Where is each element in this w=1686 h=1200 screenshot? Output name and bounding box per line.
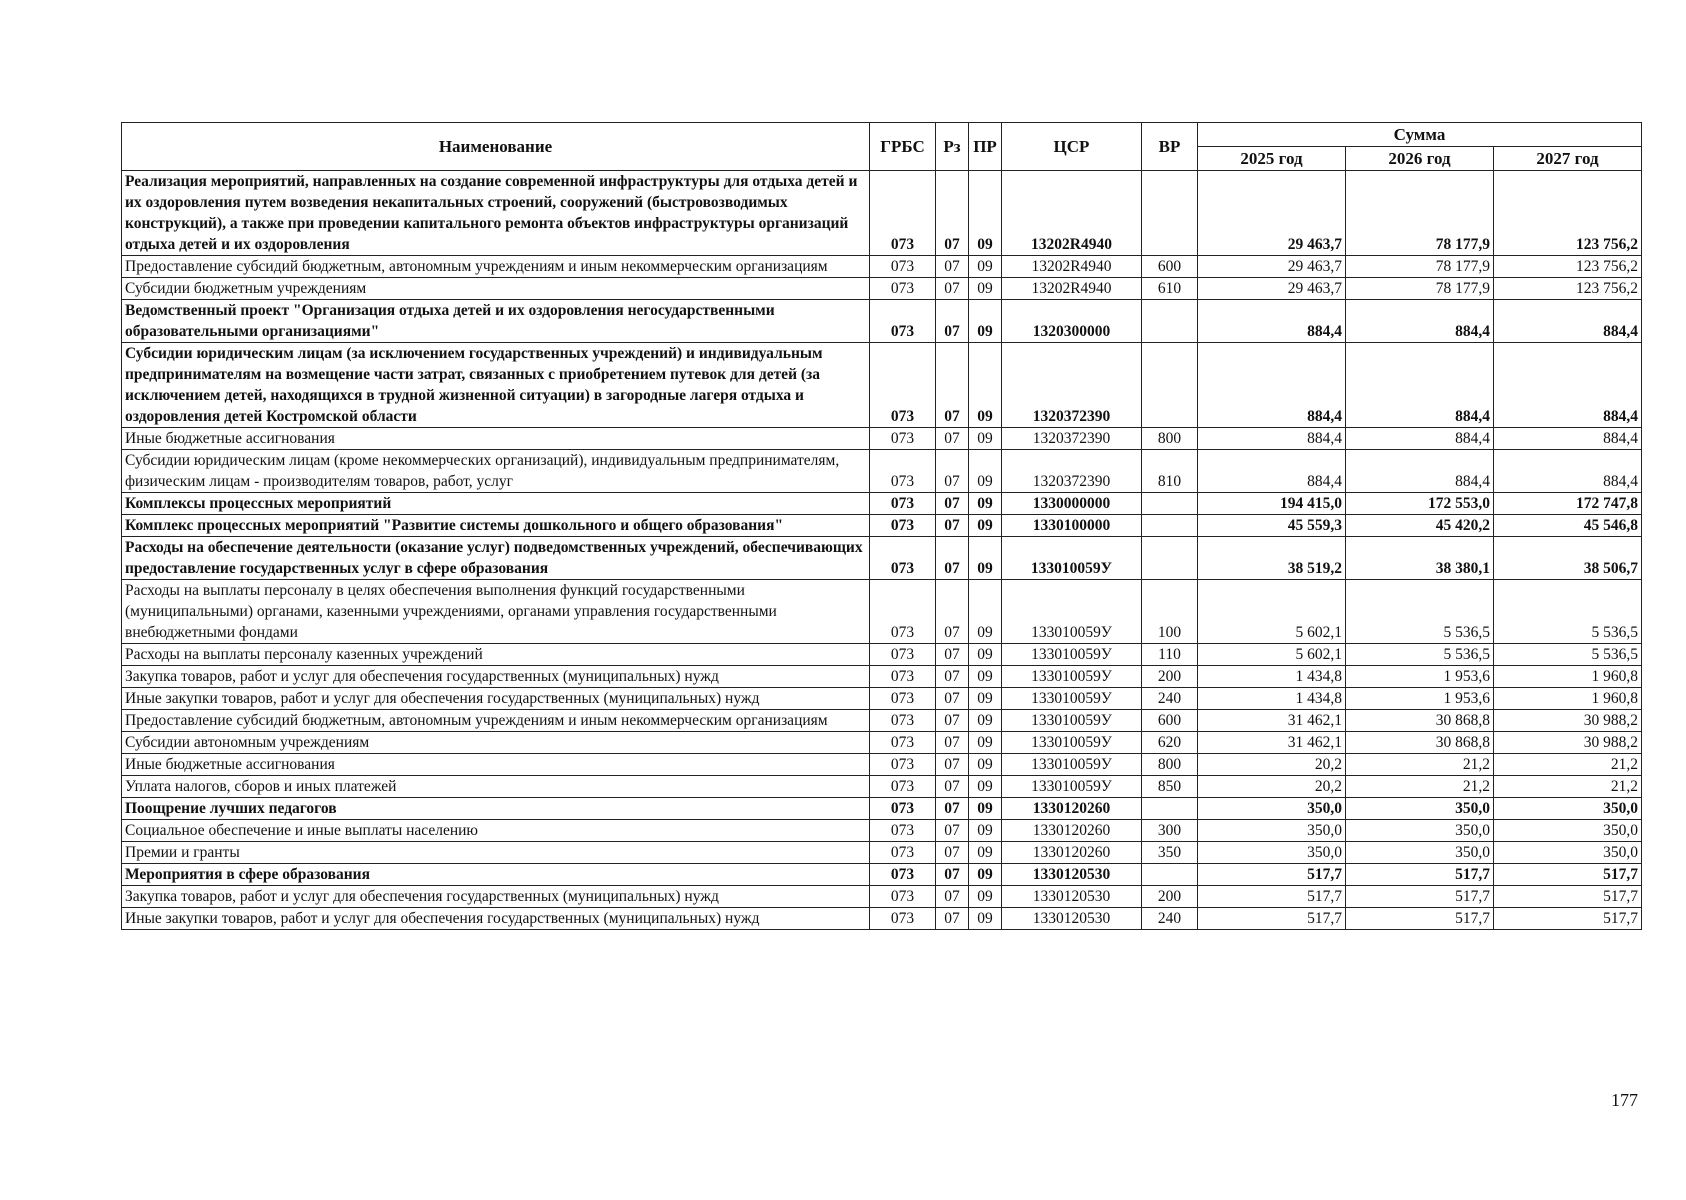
cell-grbs: 073 (870, 580, 936, 644)
cell-rz: 07 (936, 776, 969, 798)
cell-2026: 350,0 (1346, 842, 1494, 864)
header-sum: Сумма (1198, 123, 1642, 147)
cell-vr: 240 (1142, 688, 1198, 710)
cell-csr: 13202R4940 (1002, 171, 1142, 256)
cell-grbs: 073 (870, 666, 936, 688)
cell-pr: 09 (969, 754, 1002, 776)
cell-vr: 240 (1142, 908, 1198, 930)
cell-csr: 1330120530 (1002, 864, 1142, 886)
cell-rz: 07 (936, 842, 969, 864)
cell-rz: 07 (936, 908, 969, 930)
cell-name: Мероприятия в сфере образования (122, 864, 870, 886)
table-row (122, 688, 1642, 710)
cell-rz: 07 (936, 644, 969, 666)
cell-grbs: 073 (870, 256, 936, 278)
cell-rz: 07 (936, 754, 969, 776)
cell-grbs: 073 (870, 493, 936, 515)
cell-vr: 110 (1142, 644, 1198, 666)
cell-2025: 5 602,1 (1198, 580, 1346, 644)
cell-rz: 07 (936, 171, 969, 256)
cell-2025: 350,0 (1198, 842, 1346, 864)
cell-name: Премии и гранты (122, 842, 870, 864)
cell-2027: 5 536,5 (1494, 644, 1642, 666)
table-row (122, 428, 1642, 450)
cell-2025: 20,2 (1198, 754, 1346, 776)
cell-grbs: 073 (870, 820, 936, 842)
cell-rz: 07 (936, 300, 969, 343)
cell-name: Предоставление субсидий бюджетным, автономным учреждениям и иным некоммерческим организациям (122, 256, 870, 278)
cell-2025: 29 463,7 (1198, 256, 1346, 278)
cell-2025: 29 463,7 (1198, 278, 1346, 300)
table-row (122, 343, 1642, 428)
cell-name: Субсидии автономным учреждениям (122, 732, 870, 754)
cell-csr: 1320372390 (1002, 343, 1142, 428)
table-row (122, 864, 1642, 886)
cell-name: Закупка товаров, работ и услуг для обеспечения государственных (муниципальных) нужд (122, 886, 870, 908)
cell-2025: 517,7 (1198, 908, 1346, 930)
cell-name: Субсидии юридическим лицам (кроме некоммерческих организаций), индивидуальным предпринимателям, физическим лицам - производителям товаров, работ, услуг (122, 450, 870, 493)
cell-2027: 123 756,2 (1494, 171, 1642, 256)
cell-2025: 350,0 (1198, 798, 1346, 820)
cell-vr: 350 (1142, 842, 1198, 864)
cell-vr: 200 (1142, 886, 1198, 908)
header-2026: 2026 год (1346, 147, 1494, 171)
cell-csr: 133010059У (1002, 644, 1142, 666)
cell-2027: 1 960,8 (1494, 666, 1642, 688)
table-row (122, 580, 1642, 644)
cell-csr: 133010059У (1002, 688, 1142, 710)
cell-name: Социальное обеспечение и иные выплаты населению (122, 820, 870, 842)
cell-2026: 884,4 (1346, 343, 1494, 428)
header-2025: 2025 год (1198, 147, 1346, 171)
cell-vr: 620 (1142, 732, 1198, 754)
cell-vr: 100 (1142, 580, 1198, 644)
cell-2027: 884,4 (1494, 343, 1642, 428)
cell-rz: 07 (936, 580, 969, 644)
cell-csr: 133010059У (1002, 580, 1142, 644)
cell-vr: 600 (1142, 710, 1198, 732)
cell-rz: 07 (936, 278, 969, 300)
page-number: 177 (1611, 1090, 1638, 1110)
cell-grbs: 073 (870, 908, 936, 930)
table-row (122, 171, 1642, 256)
cell-2026: 517,7 (1346, 886, 1494, 908)
table-row (122, 886, 1642, 908)
cell-2025: 1 434,8 (1198, 666, 1346, 688)
cell-vr: 800 (1142, 754, 1198, 776)
cell-name: Ведомственный проект "Организация отдыха детей и их оздоровления негосударственными образовательными организациями" (122, 300, 870, 343)
cell-grbs: 073 (870, 515, 936, 537)
cell-csr: 13202R4940 (1002, 256, 1142, 278)
cell-2027: 123 756,2 (1494, 278, 1642, 300)
cell-vr: 800 (1142, 428, 1198, 450)
cell-pr: 09 (969, 820, 1002, 842)
cell-csr: 1330120260 (1002, 798, 1142, 820)
cell-vr (1142, 515, 1198, 537)
cell-name: Иные бюджетные ассигнования (122, 428, 870, 450)
cell-csr: 1330100000 (1002, 515, 1142, 537)
cell-name: Иные закупки товаров, работ и услуг для обеспечения государственных (муниципальных) нужд (122, 688, 870, 710)
table-row (122, 842, 1642, 864)
cell-pr: 09 (969, 256, 1002, 278)
table-row (122, 493, 1642, 515)
cell-name: Иные закупки товаров, работ и услуг для обеспечения государственных (муниципальных) нужд (122, 908, 870, 930)
cell-vr (1142, 798, 1198, 820)
cell-rz: 07 (936, 428, 969, 450)
cell-2026: 172 553,0 (1346, 493, 1494, 515)
cell-vr: 600 (1142, 256, 1198, 278)
cell-name: Уплата налогов, сборов и иных платежей (122, 776, 870, 798)
cell-2025: 31 462,1 (1198, 732, 1346, 754)
cell-pr: 09 (969, 300, 1002, 343)
cell-grbs: 073 (870, 710, 936, 732)
cell-grbs: 073 (870, 864, 936, 886)
cell-csr: 1320300000 (1002, 300, 1142, 343)
cell-rz: 07 (936, 537, 969, 580)
cell-vr (1142, 493, 1198, 515)
cell-grbs: 073 (870, 450, 936, 493)
cell-vr: 610 (1142, 278, 1198, 300)
cell-pr: 09 (969, 886, 1002, 908)
cell-rz: 07 (936, 666, 969, 688)
cell-pr: 09 (969, 842, 1002, 864)
cell-2026: 1 953,6 (1346, 666, 1494, 688)
cell-2025: 884,4 (1198, 428, 1346, 450)
cell-2026: 517,7 (1346, 864, 1494, 886)
cell-2025: 45 559,3 (1198, 515, 1346, 537)
cell-2027: 350,0 (1494, 798, 1642, 820)
cell-2026: 350,0 (1346, 820, 1494, 842)
table-row (122, 537, 1642, 580)
table-row (122, 450, 1642, 493)
table-row (122, 754, 1642, 776)
table-row (122, 515, 1642, 537)
cell-2025: 884,4 (1198, 300, 1346, 343)
cell-vr: 200 (1142, 666, 1198, 688)
header-2027: 2027 год (1494, 147, 1642, 171)
cell-2025: 194 415,0 (1198, 493, 1346, 515)
cell-2026: 517,7 (1346, 908, 1494, 930)
cell-2027: 30 988,2 (1494, 732, 1642, 754)
cell-2027: 30 988,2 (1494, 710, 1642, 732)
cell-2027: 517,7 (1494, 908, 1642, 930)
cell-rz: 07 (936, 493, 969, 515)
header-grbs: ГРБС (870, 123, 936, 171)
table-row (122, 278, 1642, 300)
cell-grbs: 073 (870, 732, 936, 754)
table-row (122, 300, 1642, 343)
cell-2027: 5 536,5 (1494, 580, 1642, 644)
cell-pr: 09 (969, 798, 1002, 820)
cell-2026: 884,4 (1346, 428, 1494, 450)
table-row (122, 820, 1642, 842)
table-row (122, 776, 1642, 798)
cell-2026: 30 868,8 (1346, 732, 1494, 754)
cell-2027: 884,4 (1494, 428, 1642, 450)
cell-2025: 517,7 (1198, 886, 1346, 908)
cell-2025: 20,2 (1198, 776, 1346, 798)
cell-grbs: 073 (870, 776, 936, 798)
cell-name: Закупка товаров, работ и услуг для обеспечения государственных (муниципальных) нужд (122, 666, 870, 688)
cell-2026: 884,4 (1346, 300, 1494, 343)
cell-2025: 350,0 (1198, 820, 1346, 842)
cell-grbs: 073 (870, 886, 936, 908)
cell-csr: 133010059У (1002, 666, 1142, 688)
cell-pr: 09 (969, 710, 1002, 732)
header-pr: ПР (969, 123, 1002, 171)
cell-pr: 09 (969, 515, 1002, 537)
table-body (122, 171, 1642, 930)
cell-2026: 1 953,6 (1346, 688, 1494, 710)
table-row (122, 666, 1642, 688)
cell-pr: 09 (969, 732, 1002, 754)
cell-pr: 09 (969, 580, 1002, 644)
cell-vr (1142, 300, 1198, 343)
cell-2027: 172 747,8 (1494, 493, 1642, 515)
cell-rz: 07 (936, 688, 969, 710)
cell-pr: 09 (969, 450, 1002, 493)
cell-csr: 1330000000 (1002, 493, 1142, 515)
cell-name: Субсидии бюджетным учреждениям (122, 278, 870, 300)
cell-pr: 09 (969, 428, 1002, 450)
cell-2026: 5 536,5 (1346, 644, 1494, 666)
cell-vr: 850 (1142, 776, 1198, 798)
cell-csr: 1320372390 (1002, 450, 1142, 493)
cell-2026: 78 177,9 (1346, 171, 1494, 256)
cell-2025: 884,4 (1198, 343, 1346, 428)
cell-2027: 21,2 (1494, 754, 1642, 776)
cell-2027: 21,2 (1494, 776, 1642, 798)
cell-2025: 884,4 (1198, 450, 1346, 493)
cell-2027: 517,7 (1494, 864, 1642, 886)
header-rz: Рз (936, 123, 969, 171)
cell-2027: 884,4 (1494, 300, 1642, 343)
cell-pr: 09 (969, 171, 1002, 256)
cell-rz: 07 (936, 864, 969, 886)
table-row (122, 710, 1642, 732)
header-row-top (122, 123, 1642, 147)
cell-name: Поощрение лучших педагогов (122, 798, 870, 820)
cell-name: Комплекс процессных мероприятий "Развитие системы дошкольного и общего образования" (122, 515, 870, 537)
cell-pr: 09 (969, 864, 1002, 886)
cell-name: Субсидии юридическим лицам (за исключением государственных учреждений) и индивидуальным предпринимателям на возмещение части затрат, связанных с приобретением путевок для детей (за исключением детей, находящихся в трудной жизненной ситуации) в загородные лагеря отдыха и оздоровления детей Костромской области (122, 343, 870, 428)
cell-pr: 09 (969, 776, 1002, 798)
cell-2026: 78 177,9 (1346, 278, 1494, 300)
table-row (122, 644, 1642, 666)
cell-rz: 07 (936, 710, 969, 732)
cell-csr: 1330120530 (1002, 886, 1142, 908)
cell-2027: 38 506,7 (1494, 537, 1642, 580)
cell-2027: 350,0 (1494, 842, 1642, 864)
cell-2026: 884,4 (1346, 450, 1494, 493)
cell-2026: 38 380,1 (1346, 537, 1494, 580)
cell-pr: 09 (969, 343, 1002, 428)
cell-grbs: 073 (870, 798, 936, 820)
cell-2026: 5 536,5 (1346, 580, 1494, 644)
cell-2026: 30 868,8 (1346, 710, 1494, 732)
cell-2025: 31 462,1 (1198, 710, 1346, 732)
table-row (122, 256, 1642, 278)
cell-2027: 517,7 (1494, 886, 1642, 908)
cell-2025: 38 519,2 (1198, 537, 1346, 580)
cell-csr: 1330120260 (1002, 842, 1142, 864)
cell-2025: 517,7 (1198, 864, 1346, 886)
cell-grbs: 073 (870, 278, 936, 300)
cell-vr: 810 (1142, 450, 1198, 493)
cell-grbs: 073 (870, 171, 936, 256)
cell-grbs: 073 (870, 754, 936, 776)
header-vr: ВР (1142, 123, 1198, 171)
cell-2026: 21,2 (1346, 776, 1494, 798)
cell-grbs: 073 (870, 688, 936, 710)
cell-rz: 07 (936, 732, 969, 754)
cell-pr: 09 (969, 493, 1002, 515)
cell-name: Иные бюджетные ассигнования (122, 754, 870, 776)
cell-grbs: 073 (870, 300, 936, 343)
cell-pr: 09 (969, 537, 1002, 580)
cell-2026: 45 420,2 (1346, 515, 1494, 537)
cell-2027: 1 960,8 (1494, 688, 1642, 710)
cell-2026: 21,2 (1346, 754, 1494, 776)
cell-csr: 1330120530 (1002, 908, 1142, 930)
table-row (122, 908, 1642, 930)
cell-rz: 07 (936, 256, 969, 278)
cell-csr: 133010059У (1002, 732, 1142, 754)
cell-csr: 133010059У (1002, 776, 1142, 798)
table-row (122, 732, 1642, 754)
table-row (122, 798, 1642, 820)
cell-grbs: 073 (870, 537, 936, 580)
cell-csr: 1330120260 (1002, 820, 1142, 842)
cell-2027: 123 756,2 (1494, 256, 1642, 278)
cell-2025: 5 602,1 (1198, 644, 1346, 666)
cell-rz: 07 (936, 450, 969, 493)
budget-table (121, 122, 1642, 930)
cell-2027: 350,0 (1494, 820, 1642, 842)
cell-rz: 07 (936, 343, 969, 428)
cell-pr: 09 (969, 644, 1002, 666)
cell-rz: 07 (936, 515, 969, 537)
cell-2025: 1 434,8 (1198, 688, 1346, 710)
cell-name: Предоставление субсидий бюджетным, автономным учреждениям и иным некоммерческим организациям (122, 710, 870, 732)
cell-2026: 78 177,9 (1346, 256, 1494, 278)
cell-csr: 1320372390 (1002, 428, 1142, 450)
cell-name: Комплексы процессных мероприятий (122, 493, 870, 515)
cell-2027: 884,4 (1494, 450, 1642, 493)
cell-vr: 300 (1142, 820, 1198, 842)
cell-name: Расходы на выплаты персоналу в целях обеспечения выполнения функций государственными (муниципальными) органами, казенными учреждениями, органами управления государственными внебюджетными фондами (122, 580, 870, 644)
cell-rz: 07 (936, 798, 969, 820)
cell-pr: 09 (969, 278, 1002, 300)
cell-grbs: 073 (870, 428, 936, 450)
cell-rz: 07 (936, 820, 969, 842)
cell-pr: 09 (969, 688, 1002, 710)
cell-grbs: 073 (870, 842, 936, 864)
cell-name: Реализация мероприятий, направленных на создание современной инфраструктуры для отдыха детей и их оздоровления путем возведения некапитальных строений, сооружений (быстровозводимых конструкций), а также при проведении капитального ремонта объектов инфраструктуры организаций отдыха детей и их оздоровления (122, 171, 870, 256)
cell-grbs: 073 (870, 343, 936, 428)
cell-csr: 133010059У (1002, 710, 1142, 732)
cell-2026: 350,0 (1346, 798, 1494, 820)
header-name: Наименование (122, 123, 870, 171)
cell-2027: 45 546,8 (1494, 515, 1642, 537)
cell-vr (1142, 864, 1198, 886)
cell-vr (1142, 343, 1198, 428)
cell-vr (1142, 171, 1198, 256)
cell-pr: 09 (969, 666, 1002, 688)
header-csr: ЦСР (1002, 123, 1142, 171)
cell-csr: 13202R4940 (1002, 278, 1142, 300)
cell-grbs: 073 (870, 644, 936, 666)
cell-rz: 07 (936, 886, 969, 908)
cell-2025: 29 463,7 (1198, 171, 1346, 256)
cell-name: Расходы на обеспечение деятельности (оказание услуг) подведомственных учреждений, обеспечивающих предоставление государственных услуг в сфере образования (122, 537, 870, 580)
cell-pr: 09 (969, 908, 1002, 930)
cell-csr: 133010059У (1002, 537, 1142, 580)
cell-vr (1142, 537, 1198, 580)
cell-csr: 133010059У (1002, 754, 1142, 776)
cell-name: Расходы на выплаты персоналу казенных учреждений (122, 644, 870, 666)
